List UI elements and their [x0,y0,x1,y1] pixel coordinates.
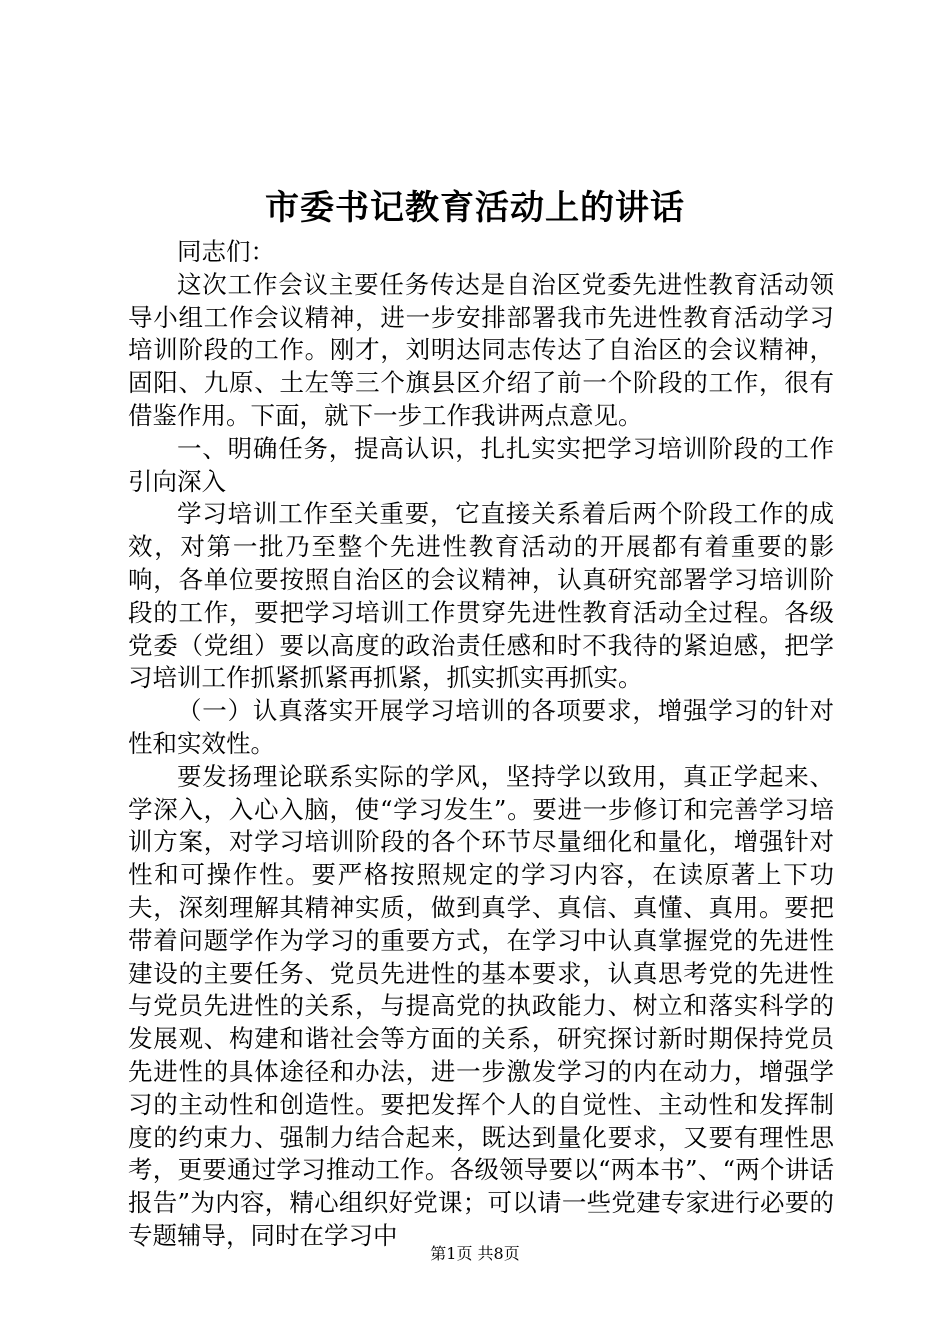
subsection-heading-1: （一）认真落实开展学习培训的各项要求，增强学习的针对性和实效性。 [128,696,834,758]
body-paragraph: 学习培训工作至关重要，它直接关系着后两个阶段工作的成效，对第一批乃至整个先进性教育活动的开展都有着重要的影响，各单位要按照自治区的会议精神，认真研究部署学习培训阶段的工作，要把学习培训工作贯穿先进性教育活动全过程。各级党委（党组）要以高度的政治责任感和时不我待的紧迫感，把学习培训工作抓紧抓紧再抓紧，抓实抓实再抓实。 [128,499,834,693]
section-heading-1: 一、明确任务，提高认识，扎扎实实把学习培训阶段的工作引向深入 [128,433,834,496]
document-title: 市委书记教育活动上的讲话 [265,188,685,228]
body-paragraph: 要发扬理论联系实际的学风，坚持学以致用，真正学起来、学深入，入心入脑，使“学习发生”。要进一步修订和完善学习培训方案，对学习培训阶段的各个环节尽量细化和量化，增强针对性和可操作性。要严格按照规定的学习内容，在读原著上下功夫，深刻理解其精神实质，做到真学、真信、真懂、真用。要把带着问题学作为学习的重要方式，在学习中认真掌握党的先进性建设的主要任务、党员先进性的基本要求，认真思考党的先进性与党员先进性的关系，与提高党的执政能力、树立和落实科学的发展观、构建和谐社会等方面的关系，研究探讨新时期保持党员先进性的具体途径和办法，进一步激发学习的内在动力，增强学习的主动性和创造性。要把发挥个人的自觉性、主动性和发挥制度的约束力、强制力结合起来，既达到量化要求，又要有理性思考，更要通过学习推动工作。各级领导要以“两本书”、“两个讲话报告”为内容，精心组织好党课；可以请一些党建专家进行必要的专题辅导，同时在学习中 [128,761,834,1250]
salutation-paragraph: 同志们： [177,237,275,266]
page-number-footer: 第1页 共8页 [430,1244,520,1263]
document-body [128,236,834,1253]
intro-paragraph: 这次工作会议主要任务传达是自治区党委先进性教育活动领导小组工作会议精神，进一步安排部署我市先进性教育活动学习培训阶段的工作。刚才，刘明达同志传达了自治区的会议精神，固阳、九原、土左等三个旗县区介绍了前一个阶段的工作，很有借鉴作用。下面，就下一步工作我讲两点意见。 [128,269,834,430]
